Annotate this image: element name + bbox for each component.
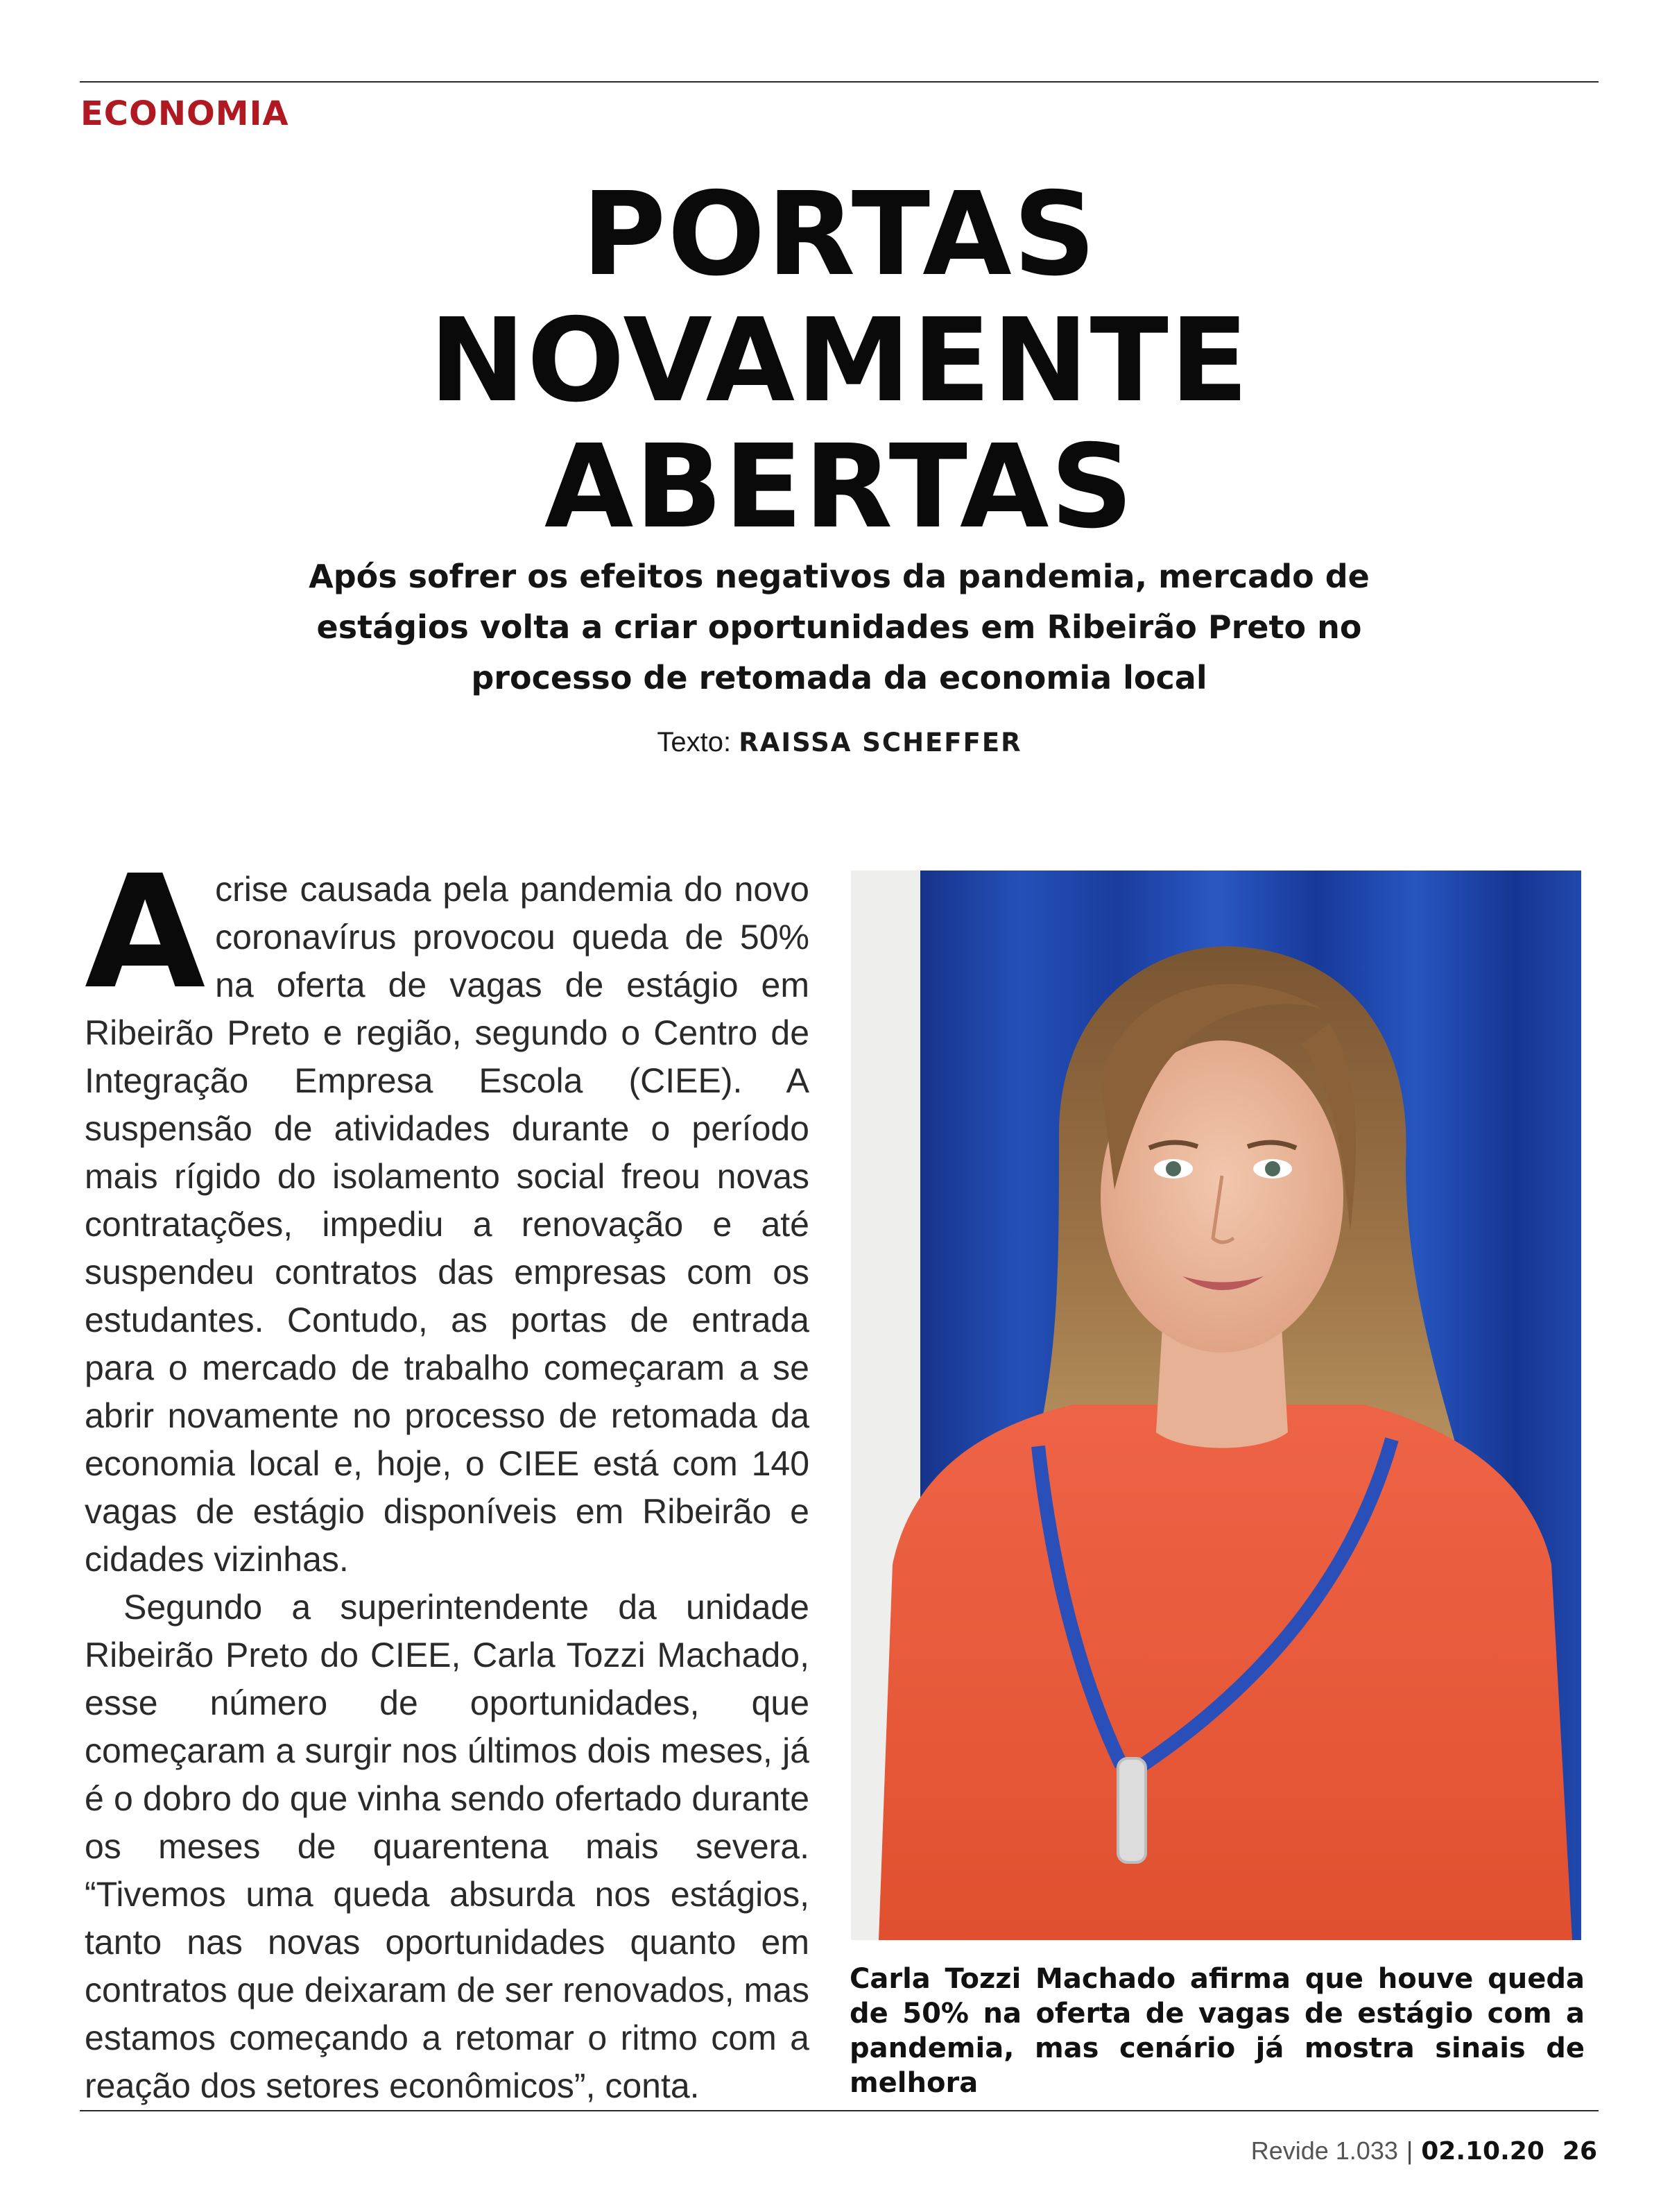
page-number: 26 xyxy=(1562,2137,1597,2166)
portrait-photo xyxy=(851,871,1581,1940)
issue-date: 02.10.20 xyxy=(1421,2137,1544,2166)
portrait-illustration xyxy=(851,871,1581,1940)
footer-separator: | xyxy=(1406,2136,1413,2165)
drop-cap: A xyxy=(85,842,206,1024)
headline-line: PORTAS xyxy=(581,168,1098,302)
page-footer xyxy=(1251,2136,1597,2166)
paragraph-text: crise causada pela pandemia do novo coronavírus provocou queda de 50% na oferta de vagas de estágio em Ribeirão Preto e região, segundo o Centro de Integração Empresa Escola (CIEE). A suspensão de atividades durante o período mais rígido do isolamento social freou novas contratações, impediu a renovação e até suspendeu contratos das empresas com os estudantes. Contudo, as portas de entrada para o mercado de trabalho começaram a se abrir novamente no processo de retomada da economia local e, hoje, o CIEE está com 140 vagas de estágio disponíveis em Ribeirão e cidades vizinhas. xyxy=(85,870,809,1579)
headline xyxy=(0,168,1679,554)
article-paragraph: Segundo a superintendente da unidade Ribeirão Preto do CIEE, Carla Tozzi Machado, esse número de oportunidades, que começaram a surgir nos últimos dois meses, já é o dobro do que vinha sendo ofertado durante os meses de quarentena mais severa. “Tivemos uma queda absurda nos estágios, tanto nas novas oportunidades quanto em contratos que deixaram de ser renovados, mas estamos começando a retomar o ritmo com a reação dos setores econômicos”, conta. xyxy=(85,1588,809,2105)
shirt xyxy=(879,1405,1572,1940)
section-label: ECONOMIA xyxy=(80,94,289,133)
article-paragraph xyxy=(85,842,809,1584)
bottom-rule xyxy=(80,2110,1599,2111)
photo-caption: Carla Tozzi Machado afirma que houve queda de 50% na oferta de vagas de estágio com a pandemia, mas cenário já mostra sinais de melhora xyxy=(850,1963,1585,2099)
headline-line: NOVAMENTE xyxy=(429,294,1250,428)
byline-author: RAISSA SCHEFFER xyxy=(739,728,1022,757)
byline xyxy=(0,727,1679,758)
article-body xyxy=(85,842,809,2110)
headline-line: ABERTAS xyxy=(544,420,1135,554)
subheadline: Após sofrer os efeitos negativos da pandemia, mercado de estágios volta a criar oportunidades em Ribeirão Preto no processo de retomada da economia local xyxy=(309,558,1370,696)
byline-label: Texto: xyxy=(657,727,732,757)
top-rule xyxy=(80,81,1599,83)
publication-issue: Revide 1.033 xyxy=(1250,2136,1398,2165)
